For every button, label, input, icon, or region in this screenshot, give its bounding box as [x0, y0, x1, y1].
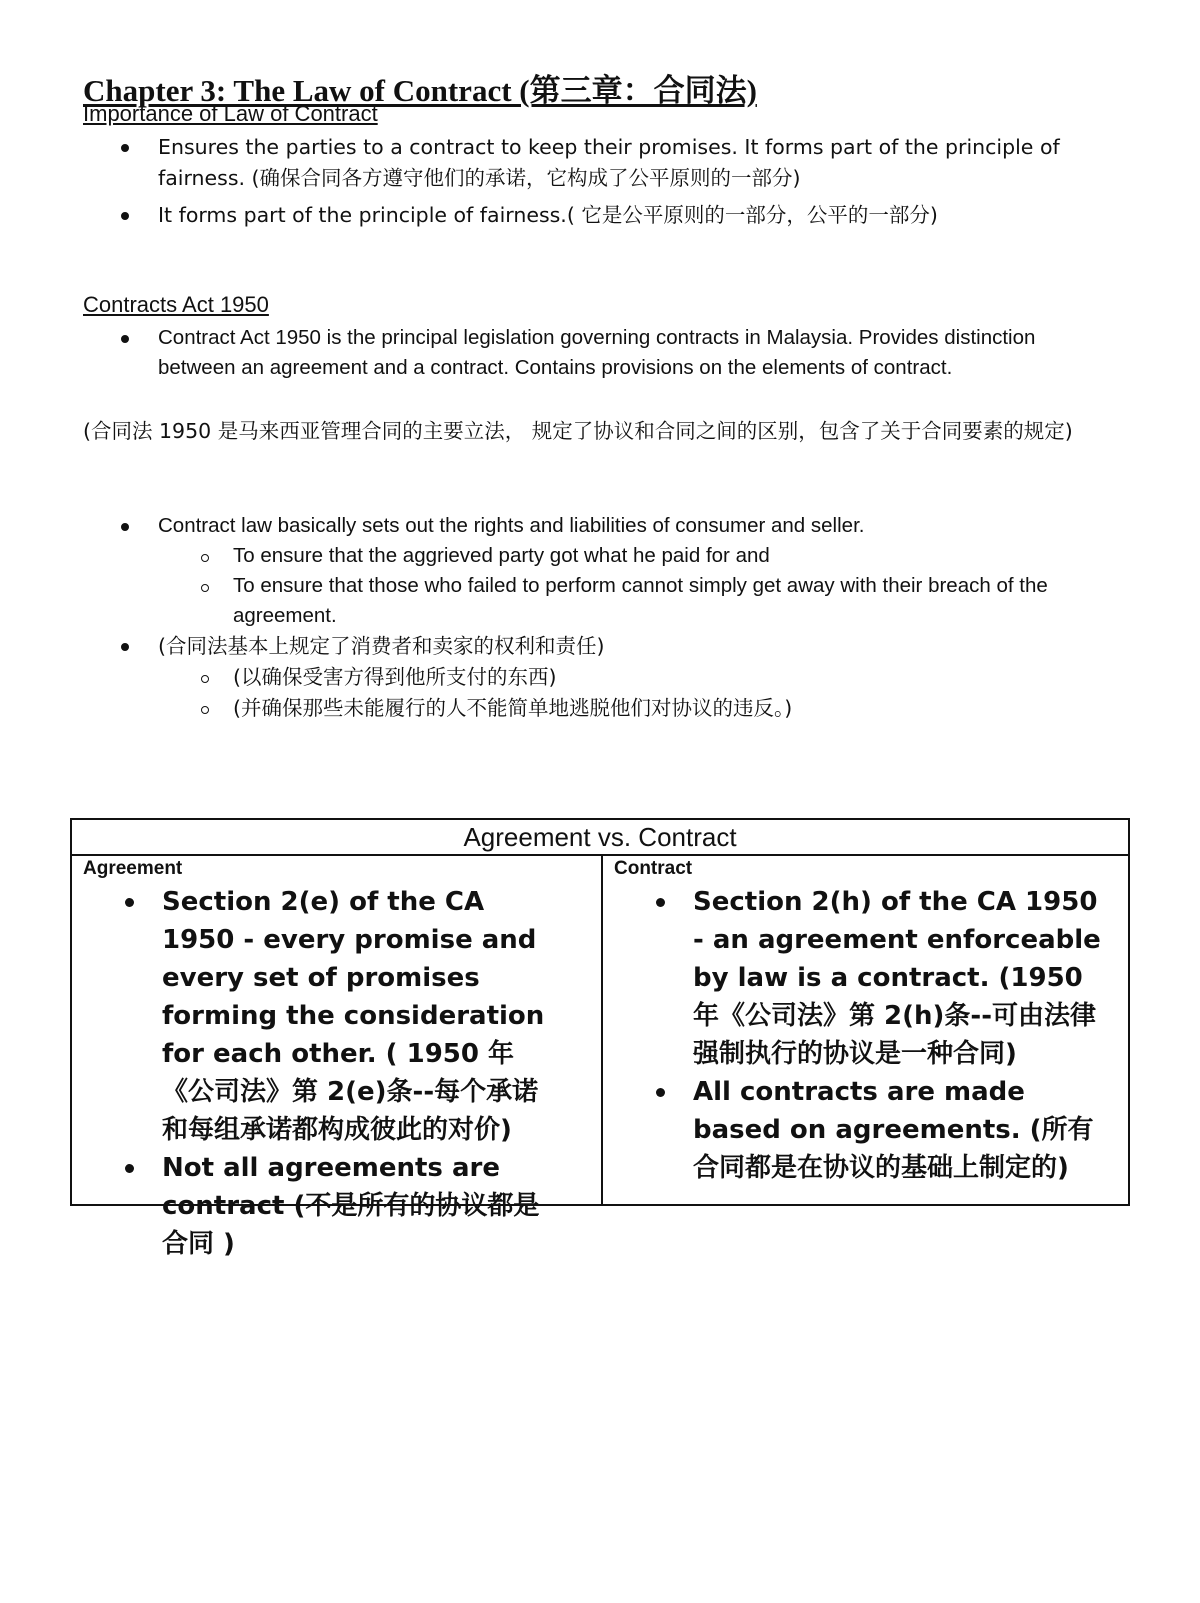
agreement-column [72, 857, 601, 1259]
importance-list [83, 132, 1143, 231]
agreement-item-text: Section 2(e) of the CA 1950 - every promise and every set of promises forming the consideration for each other. ( 1950 年《公司法》第 2(e)条--每个承诺和每组承诺都构成彼此的对价) [162, 887, 545, 1145]
contract-law-sub-item-text: To ensure that those who failed to perform cannot simply get away with their breach of the agreement. [233, 574, 1048, 627]
agreement-item-text: Not all agreements are contract (不是所有的协议都是合同 ) [162, 1153, 540, 1259]
bullet-icon [656, 1088, 665, 1097]
agreement-contract-table [70, 818, 1130, 1259]
contract-law-sub-item-text: To ensure that the aggrieved party got what he paid for and [233, 544, 770, 567]
bullet-icon [125, 898, 134, 907]
contract-item-text: Section 2(h) of the CA 1950 - an agreement enforceable by law is a contract. (1950 年《公司法》第 2(h)条--可由法律强制执行的协议是一种合同) [693, 887, 1101, 1069]
importance-heading: Importance of Law of Contract [83, 101, 378, 126]
contract-item-text: All contracts are made based on agreements. (所有合同都是在协议的基础上制定的) [693, 1077, 1094, 1183]
contracts-act-translation: (合同法 1950 是马来西亚管理合同的主要立法， 规定了协议和合同之间的区别，包含了关于合同要素的规定) [83, 419, 1073, 443]
contract-law-sub-item [83, 571, 1123, 631]
contract-list [603, 883, 1108, 1187]
contract-law-item-text: Contract law basically sets out the rights and liabilities of consumer and seller. [158, 514, 865, 537]
bullet-icon [121, 643, 129, 651]
importance-item-text: Ensures the parties to a contract to keep their promises. It forms part of the principle of fairness. (确保合同各方遵守他们的承诺，它构成了公平原则的一部分) [158, 135, 1060, 190]
hollow-bullet-icon [201, 554, 209, 562]
contract-law-sub-item [83, 662, 1123, 693]
importance-item [83, 200, 1143, 231]
bullet-icon [121, 335, 129, 343]
bullet-icon [121, 212, 129, 220]
agreement-list [72, 883, 562, 1263]
bullet-icon [125, 1164, 134, 1173]
hollow-bullet-icon [201, 706, 209, 714]
contract-item [603, 1073, 1108, 1187]
contract-law-item [83, 511, 1123, 541]
contract-item [603, 883, 1108, 1073]
bullet-icon [656, 898, 665, 907]
contract-law-item-text: (合同法基本上规定了消费者和卖家的权利和责任) [158, 634, 605, 658]
contract-law-sub-item-text: (并确保那些未能履行的人不能简单地逃脱他们对协议的违反。) [233, 696, 793, 720]
contract-law-sub-item-text: (以确保受害方得到他所支付的东西) [233, 665, 557, 689]
contracts-act-heading: Contracts Act 1950 [83, 292, 269, 317]
contracts-act-item [83, 323, 1093, 383]
agreement-header: Agreement [83, 858, 183, 879]
importance-item [83, 132, 1143, 200]
table-title: Agreement vs. Contract [72, 820, 1128, 856]
contracts-act-item-text: Contract Act 1950 is the principal legislation governing contracts in Malaysia. Provides distinction between an agreement and a contract. Contains provisions on the elements of contract. [158, 326, 1036, 379]
contract-law-item [83, 631, 1123, 662]
page-title: Chapter 3: The Law of Contract (第三章：合同法) [83, 72, 757, 108]
contract-header: Contract [614, 858, 693, 879]
contract-column [603, 857, 1128, 1204]
contract-law-sub-item [83, 541, 1123, 571]
contract-law-list [83, 511, 1123, 724]
hollow-bullet-icon [201, 675, 209, 683]
contract-law-sub-item [83, 693, 1123, 724]
contracts-act-list [83, 323, 1093, 383]
agreement-item [72, 1149, 562, 1263]
bullet-icon [121, 144, 129, 152]
bullet-icon [121, 523, 129, 531]
hollow-bullet-icon [201, 584, 209, 592]
importance-item-text: It forms part of the principle of fairness.( 它是公平原则的一部分，公平的一部分) [158, 203, 938, 227]
agreement-item [72, 883, 562, 1149]
